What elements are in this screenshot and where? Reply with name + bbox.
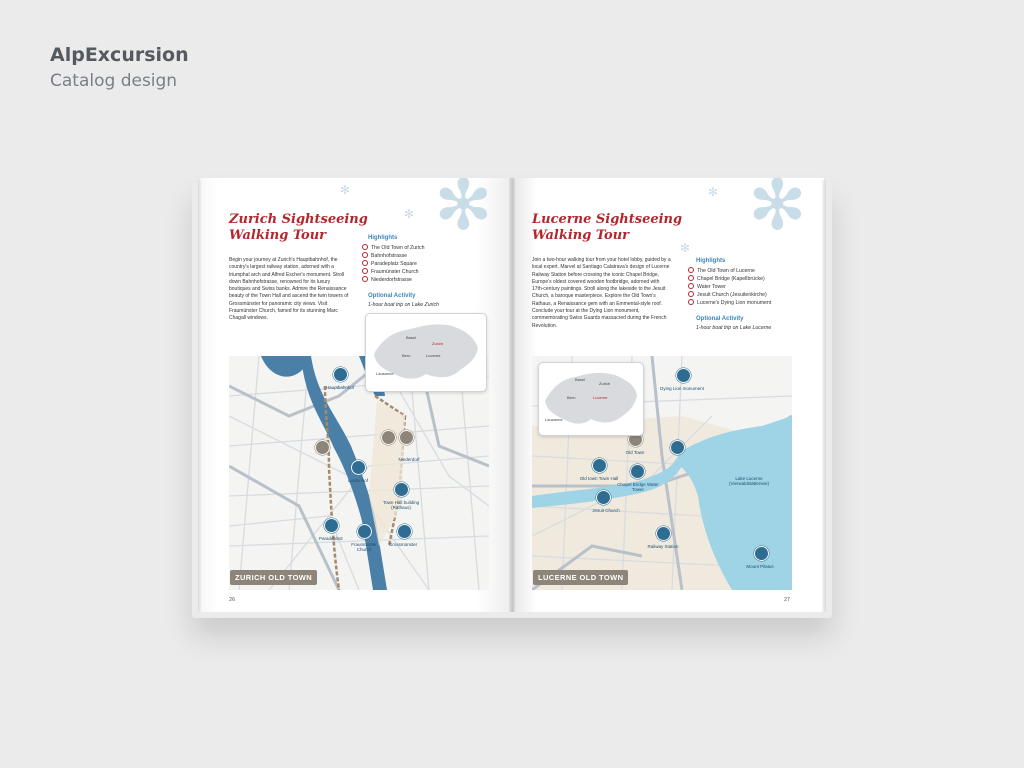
lake-label: Lake Lucerne (Vierwaldstättersee) [729, 476, 769, 486]
right-page [512, 178, 824, 612]
inset-label-lausanne: Lausanne [376, 371, 394, 376]
inset-label-bern: Bern [402, 353, 411, 358]
brand-title: AlpExcursion [50, 44, 189, 66]
highlight-item: Bahnhofstrasse [362, 252, 425, 260]
marker-label: Mount Pilatus [746, 564, 774, 569]
left-optional-text: 1-hour boat trip on Lake Zurich [368, 302, 439, 308]
right-page-number: 27 [784, 597, 791, 603]
right-page-body: Join a two-hour walking tour from your hotel lobby, guided by a local expert. Marvel at Santiago Calatrava's design of Lucerne Railway Station before crossing the iconic Chapel Bridge, Europe's oldest covered wooden footbridge, adorned with 17th-century paintings. Stroll along the lakeside to the Jesuit Church, a baroque masterpiece. Explore the Old Town's Rathaus, a Renaissance gem with an Emmental-style roof. Conclude your tour at the Dying Lion monument, commemorating Swiss Guards massacred during the French Revolution. [532, 257, 671, 329]
tour-marker-icon [315, 440, 330, 455]
marker-label: Old town Town Hall [579, 476, 619, 481]
left-page-title [229, 212, 368, 244]
edelweiss-decoration-icon: ✻ [748, 178, 807, 246]
location-pin-icon [688, 291, 694, 297]
inset-label-lucerne: Lucerne [593, 395, 608, 400]
map-title-badge: ZURICH OLD TOWN [230, 570, 317, 585]
church-marker-icon [596, 490, 611, 505]
marker-label: Chapel Bridge Water Tower [617, 482, 659, 492]
map-title-badge: LUCERNE OLD TOWN [533, 570, 628, 585]
church-marker-icon [397, 524, 412, 539]
highlight-item: The Old Town of Lucerne [688, 267, 771, 275]
left-page [200, 178, 514, 612]
marker-label: Railway Station [647, 544, 679, 549]
location-pin-icon [688, 283, 694, 289]
left-optional-heading: Optional Activity [368, 293, 416, 299]
right-optional-heading: Optional Activity [696, 316, 744, 322]
marker-label: Jesuit Church [592, 508, 620, 513]
paradeplatz-marker-icon [324, 518, 339, 533]
church-marker-icon [357, 524, 372, 539]
location-pin-icon [362, 276, 368, 282]
marker-label: Grossmünster [388, 542, 418, 547]
highlight-item: Water Tower [688, 283, 771, 291]
inset-label-basel: Basel [406, 335, 417, 340]
left-highlights-list [362, 244, 425, 284]
marker-label: Lindenhof [348, 478, 368, 483]
right-highlights-list [688, 267, 771, 307]
snowflake-icon: ✻ [340, 183, 351, 197]
highlight-item: Fraumünster Church [362, 268, 425, 276]
page-edge-left [198, 180, 202, 612]
highlight-item: Paradeplatz Square [362, 260, 425, 268]
right-page-title [532, 212, 682, 244]
highlight-item: Chapel Bridge (Kapellbrücke) [688, 275, 771, 283]
marker-label: Niederdorf [398, 457, 420, 462]
location-pin-icon [362, 252, 368, 258]
railway-station-marker-icon [656, 526, 671, 541]
location-pin-icon [688, 275, 694, 281]
location-pin-icon [688, 299, 694, 305]
lindenhof-marker-icon [351, 460, 366, 475]
snowflake-icon: ✻ [680, 241, 691, 255]
right-highlights-heading: Highlights [696, 258, 726, 264]
mountain-marker-icon [754, 546, 769, 561]
highlight-item: Lucerne's Dying Lion monument [688, 299, 771, 307]
title-line-1: Zurich Sightseeing [229, 212, 368, 227]
switzerland-inset-map [538, 362, 644, 436]
highlight-item: Niederdorfstrasse [362, 276, 425, 284]
location-pin-icon [362, 244, 368, 250]
boat-marker-icon [670, 440, 685, 455]
inset-label-basel: Basel [575, 377, 586, 382]
right-optional-text: 1-hour boat trip on Lake Lucerne [696, 325, 772, 331]
page-edge-right [822, 180, 826, 612]
title-line-2: Walking Tour [229, 228, 326, 243]
highlight-item: Jesuit Church (Jesuitenkirche) [688, 291, 771, 299]
highlight-item: The Old Town of Zurich [362, 244, 425, 252]
title-line-2: Walking Tour [532, 228, 629, 243]
marker-label: Fraumünster Church [351, 542, 377, 552]
marker-label: Paradeplatz [318, 536, 344, 541]
snowflake-icon: ✻ [404, 207, 415, 221]
dying-lion-marker-icon [676, 368, 691, 383]
marker-label: Dying Lion monument [660, 386, 704, 391]
marker-label: Old Town [625, 450, 645, 455]
tour-marker-icon [381, 430, 396, 445]
inset-label-lucerne: Lucerne [426, 353, 441, 358]
chapel-bridge-marker-icon [630, 464, 645, 479]
location-pin-icon [688, 267, 694, 273]
town-hall-marker-icon [394, 482, 409, 497]
inset-label-lausanne: Lausanne [545, 417, 563, 422]
brand-subtitle: Catalog design [50, 71, 178, 91]
left-highlights-heading: Highlights [368, 235, 398, 241]
marker-label: Town Hall building (Rathaus) [382, 500, 420, 510]
tour-marker-icon [399, 430, 414, 445]
inset-label-zurich: Zurich [599, 381, 611, 386]
title-line-1: Lucerne Sightseeing [532, 212, 683, 227]
inset-label-zurich: Zurich [432, 341, 444, 346]
left-page-body: Begin your journey at Zurich's Hauptbahnhof, the country's largest railway station, adorned with a triumphal arch and Alfred Escher's monument. Stroll down Bahnhofstrasse, renowned for its luxury boutiques and Swiss banks. Admire the Renaissance beauty of the Town Hall and ascend the twin towers of Grossmünster for panoramic city views. Visit Fraumünster Church, famed for its stunning Marc Chagall windows. [229, 257, 349, 322]
switzerland-outline [539, 363, 643, 435]
location-pin-icon [362, 260, 368, 266]
switzerland-inset-map [365, 313, 487, 392]
train-station-marker-icon [333, 367, 348, 382]
book-gutter [509, 178, 515, 612]
marker-label: Hauptbahnhof [325, 385, 355, 390]
inset-label-bern: Bern [567, 395, 576, 400]
town-hall-marker-icon [592, 458, 607, 473]
location-pin-icon [362, 268, 368, 274]
edelweiss-decoration-icon: ✻ [434, 178, 493, 246]
left-page-number: 26 [229, 597, 236, 603]
snowflake-icon: ✻ [708, 185, 719, 199]
